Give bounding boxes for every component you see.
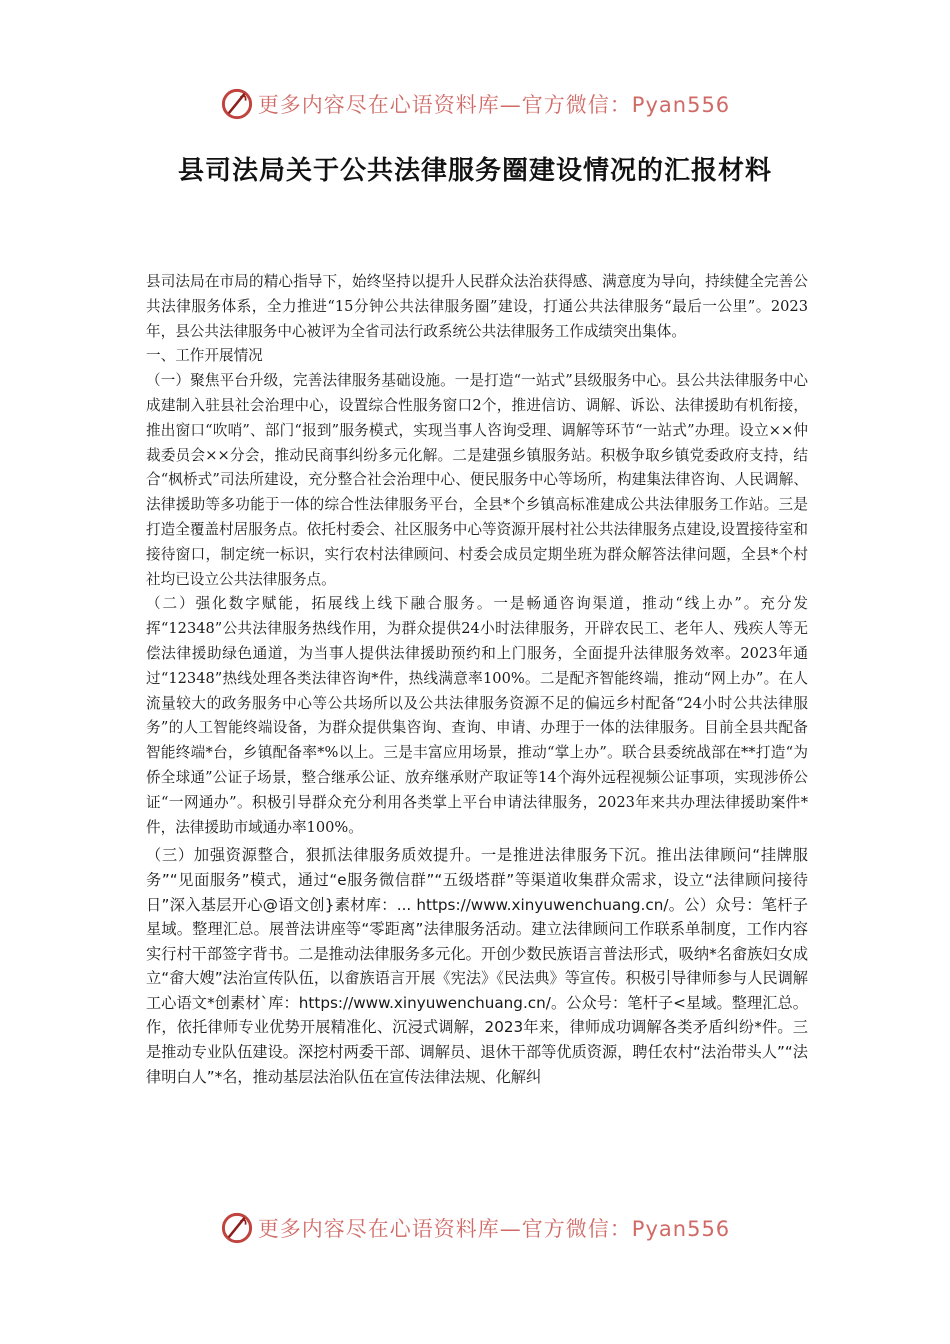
intro-paragraph: 县司法局在市局的精心指导下，始终坚持以提升人民群众法治获得感、满意度为导向，持续健全完善公共法律服务体系，全力推进“15分钟公共法律服务圈”建设，打通公共法律服务“最后一公里”。2023年，县公共法律服务中心被评为全省司法行政系统公共法律服务工作成绩突出集体。 (146, 273, 808, 340)
section-1-paragraph: （一）聚焦平台升级，完善法律服务基础设施。一是打造“一站式”县级服务中心。县公共法律服务中心成建制入驻县社会治理中心，设置综合性服务窗口2个，推进信访、调解、诉讼、法律援助有机衔接，推出窗口“吹哨”、部门“报到”服务模式，实现当事人咨询受理、调解等环节“一站式”办理。设立××仲裁委员会××分会，推动民商事纠纷多元化解。二是建强乡镇服务站。积极争取乡镇党委政府支持，结合“枫桥式”司法所建设，充分整合社会治理中心、便民服务中心等场所，构建集法律咨询、人民调解、法律援助等多功能于一体的综合性法律服务平台，全县*个乡镇高标准建成公共法律服务工作站。三是打造全覆盖村居服务点。依托村委会、社区服务中心等资源开展村社公共法律服务点建设,设置接待室和接待窗口，制定统一标识，实行农村法律顾问、村委会成员定期坐班为群众解答法律问题，全县*个村社均已设立公共法律服务点。 (146, 372, 808, 588)
header-watermark-banner (0, 84, 950, 124)
section-3-paragraph: （三）加强资源整合，狠抓法律服务质效提升。一是推进法律服务下沉。推出法律顾问“挂牌服务”“见面服务”模式，通过“e服务微信群”“五级塔群”等渠道收集群众需求，设立“法律顾问接待日”深入基层开心@语文创}素材库：... https://www.xinyuwenchuang.cn/。公）众号：笔杆子星域。整理汇总。展普法讲座等“零距离”法律服务活动。建立法律顾问工作联系单制度，工作内容实行村干部签字背书。二是推动法律服务多元化。开创少数民族语言普法形式，吸纳*名畲族妇女成立“畲大嫂”法治宣传队伍，以畲族语言开展《宪法》《民法典》等宣传。积极引导律师参与人民调解工心语文*创素材`库：https://www.xinyuwenchuang.cn/。公众号：笔杆子<星域。整理汇总。作，依托律师专业优势开展精准化、沉浸式调解，2023年来，律师成功调解各类矛盾纠纷*件。三是推动专业队伍建设。深挖村两委干部、调解员、退休干部等优质资源，聘任农村“法治带头人”“法律明白人”*名，推动基层法治队伍在宣传法律法规、化解纠 (146, 846, 808, 1086)
brush-circle-logo-icon (220, 1211, 254, 1245)
footer-watermark-banner (0, 1208, 950, 1248)
document-title: 县司法局关于公共法律服务圈建设情况的汇报材料 (177, 156, 772, 186)
watermark-text: 更多内容尽在心语资料库—官方微信：Pyan556 (257, 1217, 731, 1241)
watermark-text: 更多内容尽在心语资料库—官方微信：Pyan556 (257, 93, 731, 117)
section-heading: 一、工作开展情况 (146, 347, 263, 365)
brush-circle-logo-icon (220, 87, 254, 121)
document-body (146, 270, 808, 1089)
section-2-paragraph: （二）强化数字赋能，拓展线上线下融合服务。一是畅通咨询渠道，推动“线上办”。充分发挥“12348”公共法律服务热线作用，为群众提供24小时法律服务，开辟农民工、老年人、残疾人等无偿法律援助绿色通道，为当事人提供法律援助预约和上门服务，全面提升法律服务效率。2023年通过“12348”热线处理各类法律咨询*件，热线满意率100%。二是配齐智能终端，推动“网上办”。在人流量较大的政务服务中心等公共场所以及公共法律服务资源不足的偏远乡村配备“24小时公共法律服务”的人工智能终端设备，为群众提供集咨询、查询、申请、办理于一体的法律服务。目前全县共配备智能终端*台，乡镇配备率*%以上。三是丰富应用场景，推动“掌上办”。联合县委统战部在**打造“为侨全球通”公证子场景，整合继承公证、放弃继承财产取证等14个海外远程视频公证事项，实现涉侨公证“一网通办”。积极引导群众充分利用各类掌上平台申请法律服务，2023年来共办理法律援助案件*件，法律援助市域通办率100%。 (146, 595, 808, 836)
